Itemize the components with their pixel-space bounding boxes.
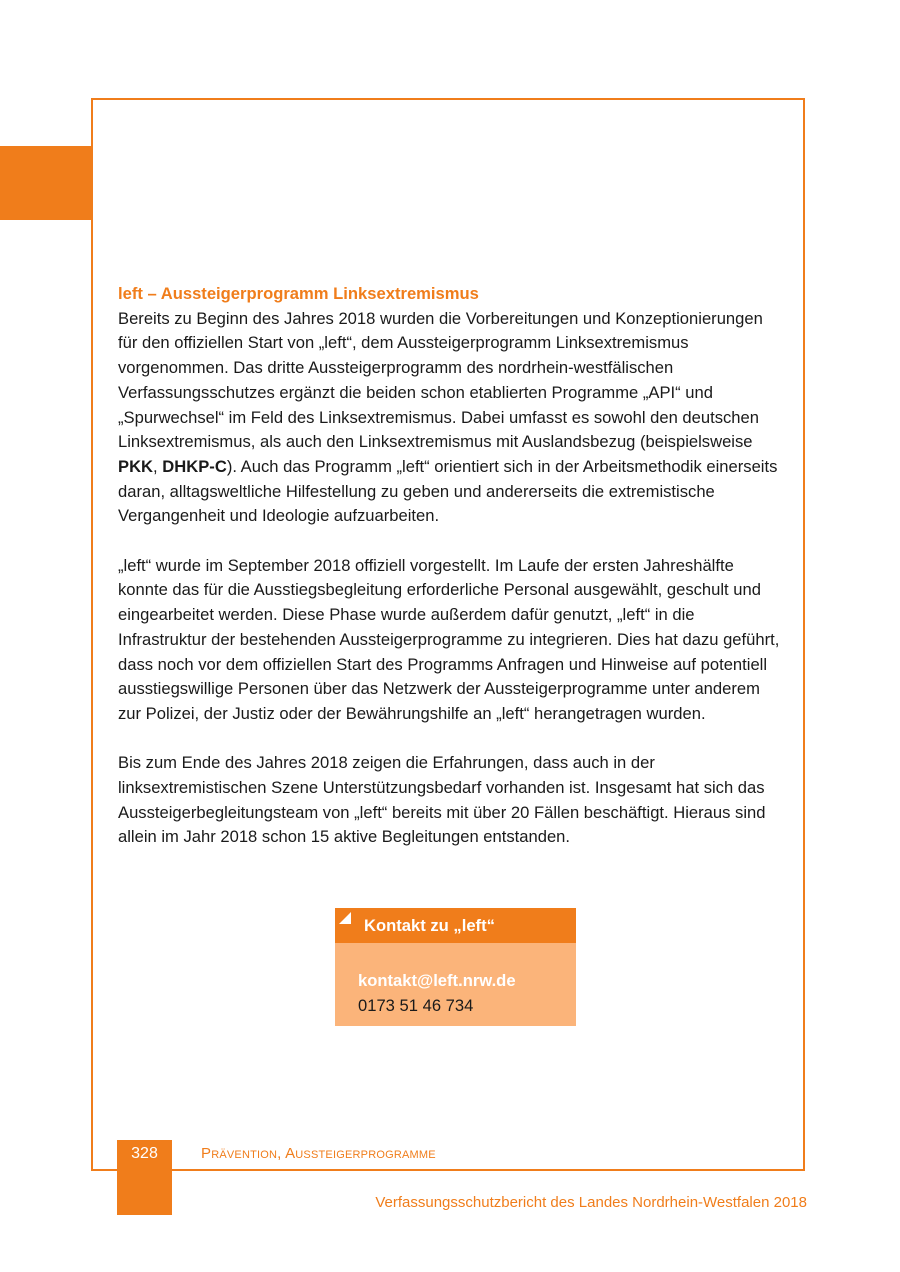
contact-box <box>335 908 576 1026</box>
paragraph-2: „left“ wurde im September 2018 offiziell vorgestellt. Im Laufe der ersten Jahreshälfte konnte das für die Ausstiegsbegleitung erforderliche Personal ausgewählt, geschult und eingearbeitet werden. Diese Phase wurde außerdem dafür genutzt, „left“ in die Infrastruktur der bestehenden Aussteigerprogramme zu integrieren. Dies hat dazu geführt, dass noch vor dem offiziellen Start des Programms Anfragen und Hinweise auf potentiell ausstiegswillige Personen über das Netzwerk der Aussteigerprogramme unter anderem zur Polizei, der Justiz oder der Bewährungshilfe an „left“ herangetragen wurden. <box>118 555 780 723</box>
paragraph-1-text-b: ). Auch das Programm „left“ orientiert sich in der Arbeitsmethodik einerseits daran, alltagsweltliche Hilfestellung zu geben und andererseits die extremistische Vergangenheit und Ideologie aufzuarbeiten. <box>118 456 778 526</box>
side-tab-marker <box>0 146 93 220</box>
publication-title: Verfassungsschutzbericht des Landes Nordrhein-Westfalen 2018 <box>375 1194 807 1211</box>
dhkpc-term: DHKP-C <box>162 456 227 476</box>
contact-header <box>335 908 576 943</box>
contact-phone: 0173 51 46 734 <box>358 995 474 1015</box>
article-heading: left – Aussteigerprogramm Linksextremismus <box>118 284 479 303</box>
contact-details <box>335 943 576 1026</box>
page-number: 328 <box>131 1145 158 1162</box>
contact-email[interactable]: kontakt@left.nrw.de <box>358 971 516 990</box>
paragraph-1-text-a: Bereits zu Beginn des Jahres 2018 wurden die Vorbereitungen und Konzeptionierungen für den offiziellen Start von „left“, dem Aussteigerprogramm Linksextremismus vorgenommen. Das dritte Aussteigerprogramm des nordrhein-westfälischen Verfassungsschutzes ergänzt die beiden schon etablierten Programme „API“ und „Spurwechsel“ im Feld des Linksextremismus. Dabei umfasst es sowohl den deutschen Linksextremismus, als auch den Linksextremismus mit Auslandsbezug (beispielsweise <box>118 308 763 452</box>
paragraph-1 <box>118 307 786 529</box>
contact-title: Kontakt zu „left“ <box>364 916 495 935</box>
page-number-box <box>117 1140 172 1215</box>
article-body <box>118 282 786 875</box>
corner-triangle-icon <box>339 912 351 924</box>
pkk-term: PKK <box>118 456 154 476</box>
paragraph-1-comma: , <box>153 456 163 476</box>
section-label: Prävention, Aussteigerprogramme <box>201 1145 436 1162</box>
paragraph-3: Bis zum Ende des Jahres 2018 zeigen die Erfahrungen, dass auch in der linksextremistischen Szene Unterstützungsbedarf vorhanden ist. Insgesamt hat sich das Aussteigerbegleitungsteam von „left“ bereits mit über 20 Fällen beschäftigt. Hieraus sind allein im Jahr 2018 schon 15 aktive Begleitungen entstanden. <box>118 753 766 847</box>
